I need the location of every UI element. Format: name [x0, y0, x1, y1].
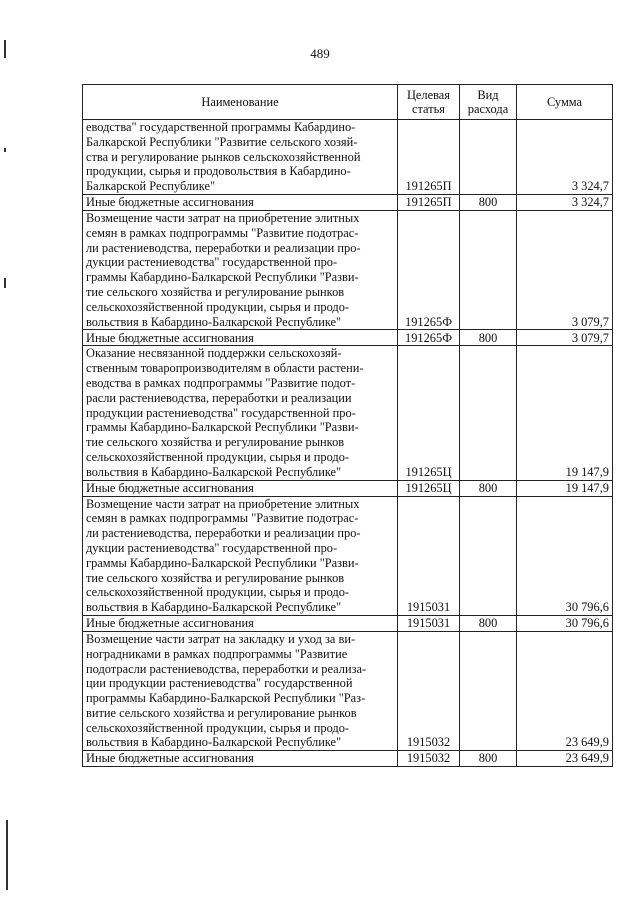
margin-mark — [4, 148, 6, 152]
row-expense-type — [460, 496, 517, 615]
margin-mark — [4, 40, 6, 58]
header-expense-type: Вид расхода — [460, 85, 517, 120]
margin-mark — [4, 278, 6, 288]
row-sum: 3 324,7 — [517, 120, 613, 195]
header-target-article: Целевая статья — [398, 85, 460, 120]
row-name: Иные бюджетные ассигнования — [83, 751, 398, 767]
row-expense-type: 800 — [460, 615, 517, 631]
table-row — [83, 346, 613, 480]
row-sum: 30 796,6 — [517, 615, 613, 631]
row-target-article: 1915031 — [398, 615, 460, 631]
table-row — [83, 751, 613, 767]
row-sum: 30 796,6 — [517, 496, 613, 615]
row-name: Иные бюджетные ассигнования — [83, 194, 398, 210]
table-row — [83, 120, 613, 195]
row-name: еводства" государственной программы Кабардино- Балкарской Республики "Развитие сельского хозяй- ства и регулирование рынков сельскохозяйственной продукции, сырья и продовольствия в Кабардино- Балкарской Республике" — [83, 120, 398, 195]
table-row — [83, 210, 613, 329]
row-target-article: 1915032 — [398, 751, 460, 767]
row-name: Оказание несвязанной поддержки сельскохозяй- ственным товаропроизводителям в области растени- еводства в рамках подпрограммы "Развитие подот- расли растениеводства, переработки и реализации продукции растениеводства" государственной про- граммы Кабардино-Балкарской Республики "Разви- тие сельского хозяйства и регулирование рынков сельскохозяйственной продукции, сырья и продо- вольствия в Кабардино-Балкарской Республике" — [83, 346, 398, 480]
row-name: Возмещение части затрат на приобретение элитных семян в рамках подпрограммы "Развитие подотрас- ли растениеводства, переработки и реализации про- дукции растениеводства" государственной про- граммы Кабардино-Балкарской Республики "Разви- тие сельского хозяйства и регулирование рынков сельскохозяйственной продукции, сырья и продо- вольствия в Кабардино-Балкарской Республике" — [83, 210, 398, 329]
table-row — [83, 480, 613, 496]
table-row — [83, 615, 613, 631]
header-name: Наименование — [83, 85, 398, 120]
row-expense-type — [460, 120, 517, 195]
table-row — [83, 496, 613, 615]
table-row — [83, 631, 613, 750]
table-header-row — [83, 85, 613, 120]
page-number: 489 — [310, 46, 330, 61]
row-name: Возмещение части затрат на приобретение элитных семян в рамках подпрограммы "Развитие подотрас- ли растениеводства, переработки и реализации про- дукции растениеводства" государственной про- граммы Кабардино-Балкарской Республики "Разви- тие сельского хозяйства и регулирование рынков сельскохозяйственной продукции, сырья и продо- вольствия в Кабардино-Балкарской Республике" — [83, 496, 398, 615]
row-expense-type — [460, 631, 517, 750]
row-target-article: 191265Ф — [398, 210, 460, 329]
margin-mark — [6, 820, 8, 890]
row-target-article: 191265Ц — [398, 346, 460, 480]
row-name: Иные бюджетные ассигнования — [83, 615, 398, 631]
row-sum: 19 147,9 — [517, 480, 613, 496]
header-sum: Сумма — [517, 85, 613, 120]
row-sum: 3 324,7 — [517, 194, 613, 210]
row-name: Иные бюджетные ассигнования — [83, 330, 398, 346]
row-expense-type — [460, 210, 517, 329]
row-target-article: 191265П — [398, 120, 460, 195]
row-target-article: 191265Ц — [398, 480, 460, 496]
row-sum: 23 649,9 — [517, 751, 613, 767]
row-target-article: 191265Ф — [398, 330, 460, 346]
row-expense-type: 800 — [460, 751, 517, 767]
row-expense-type: 800 — [460, 194, 517, 210]
row-target-article: 1915031 — [398, 496, 460, 615]
row-expense-type — [460, 346, 517, 480]
budget-table — [82, 84, 613, 767]
row-expense-type: 800 — [460, 480, 517, 496]
row-sum: 3 079,7 — [517, 210, 613, 329]
row-expense-type: 800 — [460, 330, 517, 346]
row-name: Возмещение части затрат на закладку и уход за ви- ноградниками в рамках подпрограммы "Развитие подотрасли растениеводства, переработки и реализа- ции продукции растениеводства" государственной программы Кабардино-Балкарской Республики "Раз- витие сельского хозяйства и регулирование рынков сельскохозяйственной продукции, сырья и продо- вольствия в Кабардино-Балкарской Республике" — [83, 631, 398, 750]
row-name: Иные бюджетные ассигнования — [83, 480, 398, 496]
table-row — [83, 330, 613, 346]
row-sum: 23 649,9 — [517, 631, 613, 750]
row-sum: 19 147,9 — [517, 346, 613, 480]
table-row — [83, 194, 613, 210]
row-sum: 3 079,7 — [517, 330, 613, 346]
row-target-article: 191265П — [398, 194, 460, 210]
row-target-article: 1915032 — [398, 631, 460, 750]
